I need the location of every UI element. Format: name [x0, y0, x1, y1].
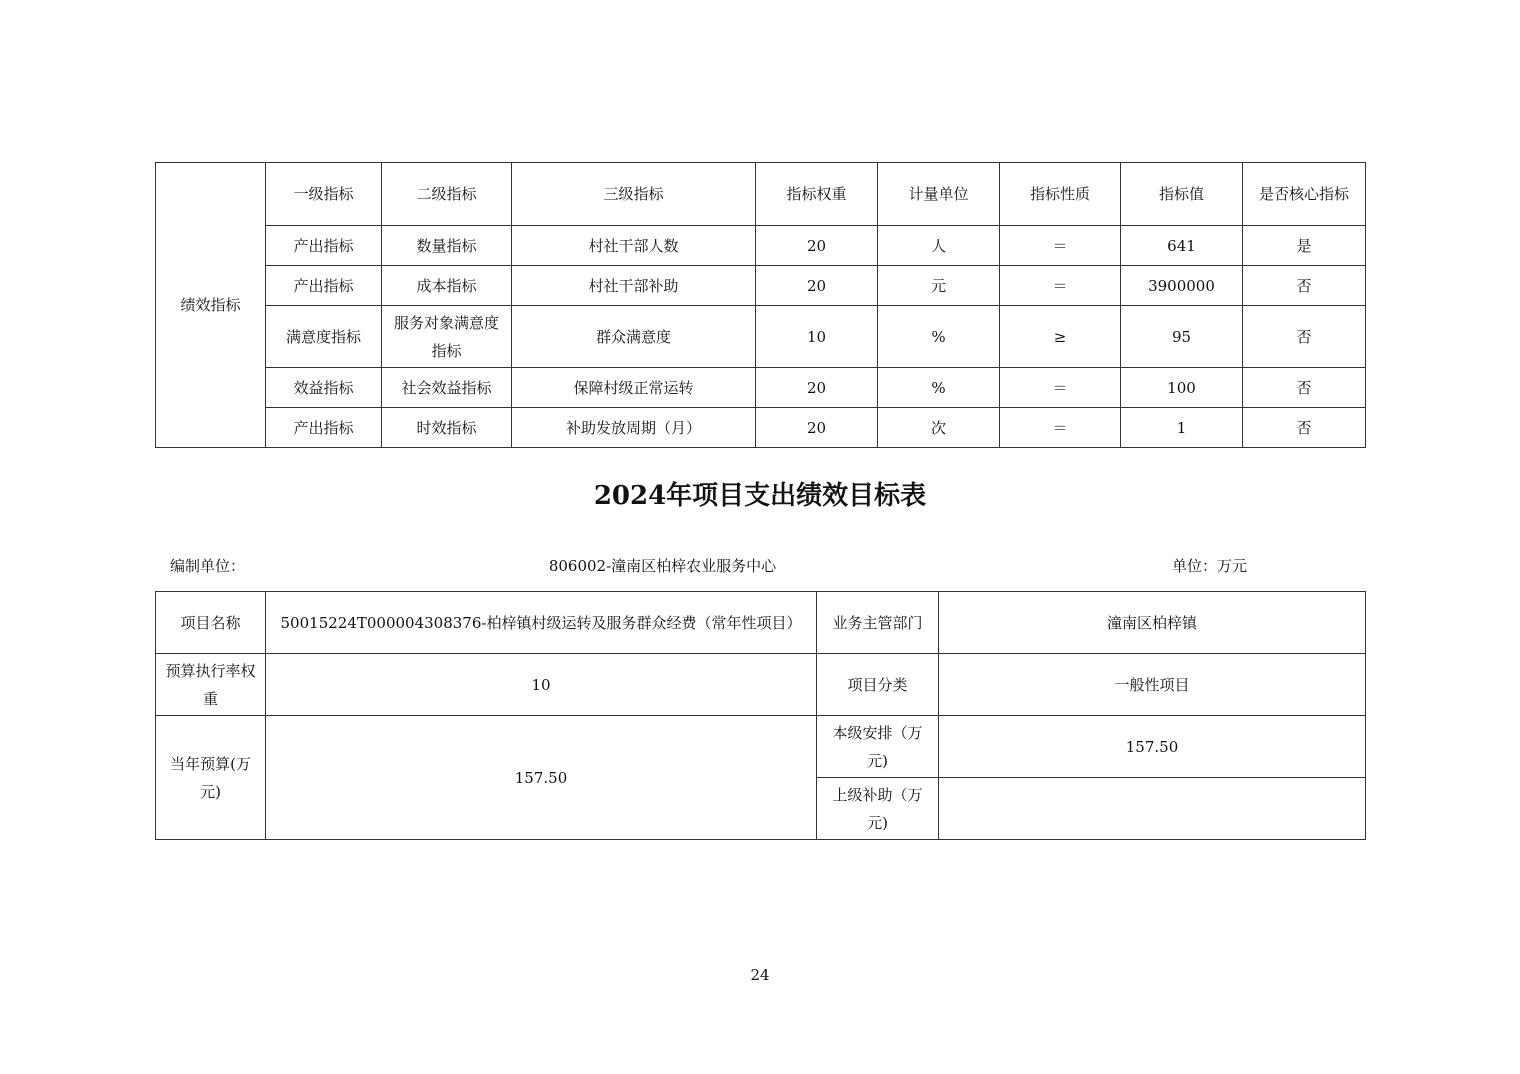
header-cell: 指标权重 — [756, 163, 878, 226]
currency-unit: 单位：万元 — [1172, 557, 1248, 575]
upper-subsidy-label: 上级补助（万元) — [817, 778, 939, 840]
header-cell: 是否核心指标 — [1243, 163, 1366, 226]
table-cell: 产出指标 — [266, 266, 382, 306]
project-name-label: 项目名称 — [156, 592, 266, 654]
category-label: 项目分类 — [817, 654, 939, 716]
table-cell: 次 — [878, 408, 1000, 448]
table-cell: 时效指标 — [382, 408, 512, 448]
table-cell: 产出指标 — [266, 226, 382, 266]
project-budget-table — [155, 591, 1366, 840]
table-cell: 成本指标 — [382, 266, 512, 306]
table-cell: 是 — [1243, 226, 1366, 266]
header-cell: 计量单位 — [878, 163, 1000, 226]
table-cell: 满意度指标 — [266, 306, 382, 368]
performance-indicator-table — [155, 162, 1366, 448]
upper-subsidy-value — [939, 778, 1366, 840]
execution-rate-label: 预算执行率权重 — [156, 654, 266, 716]
table-cell: 20 — [756, 368, 878, 408]
table-row — [156, 716, 1366, 778]
table-row — [156, 368, 1366, 408]
table-cell: 产出指标 — [266, 408, 382, 448]
table-row — [156, 408, 1366, 448]
section-label: 绩效指标 — [156, 163, 266, 448]
table-cell: 否 — [1243, 368, 1366, 408]
category-value: 一般性项目 — [939, 654, 1366, 716]
table-cell: 95 — [1121, 306, 1243, 368]
header-cell: 指标值 — [1121, 163, 1243, 226]
table-row — [156, 592, 1366, 654]
table-cell: 村社干部补助 — [512, 266, 756, 306]
table-cell: 补助发放周期（月） — [512, 408, 756, 448]
table-cell: 否 — [1243, 266, 1366, 306]
table-cell: 社会效益指标 — [382, 368, 512, 408]
project-name-value: 50015224T000004308376-柏梓镇村级运转及服务群众经费（常年性项目） — [266, 592, 817, 654]
table-cell: 10 — [756, 306, 878, 368]
table-cell: 否 — [1243, 306, 1366, 368]
table-cell: 641 — [1121, 226, 1243, 266]
header-cell: 一级指标 — [266, 163, 382, 226]
annual-budget-value: 157.50 — [266, 716, 817, 840]
table-cell: 100 — [1121, 368, 1243, 408]
table-row — [156, 654, 1366, 716]
table-row — [156, 306, 1366, 368]
table-cell: 20 — [756, 226, 878, 266]
table-cell: % — [878, 368, 1000, 408]
execution-rate-value: 10 — [266, 654, 817, 716]
table-row — [156, 266, 1366, 306]
table-header-row — [156, 163, 1366, 226]
header-cell: 指标性质 — [1000, 163, 1121, 226]
table-cell: ≥ — [1000, 306, 1121, 368]
table-cell: 群众满意度 — [512, 306, 756, 368]
annual-budget-label: 当年预算(万元) — [156, 716, 266, 840]
compiling-unit-name: 806002-潼南区柏梓农业服务中心 — [548, 557, 777, 575]
table-cell: ＝ — [1000, 368, 1121, 408]
table-cell: 否 — [1243, 408, 1366, 448]
table-cell: ＝ — [1000, 266, 1121, 306]
local-allocation-label: 本级安排（万元) — [817, 716, 939, 778]
page-number: 24 — [750, 966, 770, 984]
table-cell: 效益指标 — [266, 368, 382, 408]
header-cell: 三级指标 — [512, 163, 756, 226]
table-cell: 数量指标 — [382, 226, 512, 266]
compiling-unit-label: 编制单位： — [170, 557, 246, 575]
table-cell: % — [878, 306, 1000, 368]
department-label: 业务主管部门 — [817, 592, 939, 654]
department-value: 潼南区柏梓镇 — [939, 592, 1366, 654]
table-cell: 村社干部人数 — [512, 226, 756, 266]
table-cell: ＝ — [1000, 226, 1121, 266]
table-row — [156, 226, 1366, 266]
table-cell: 3900000 — [1121, 266, 1243, 306]
table-cell: 20 — [756, 266, 878, 306]
table-cell: 20 — [756, 408, 878, 448]
table-cell: 服务对象满意度指标 — [382, 306, 512, 368]
header-cell: 二级指标 — [382, 163, 512, 226]
table-cell: ＝ — [1000, 408, 1121, 448]
table-cell: 人 — [878, 226, 1000, 266]
table-cell: 1 — [1121, 408, 1243, 448]
table-cell: 元 — [878, 266, 1000, 306]
table-cell: 保障村级正常运转 — [512, 368, 756, 408]
page-title: 2024年项目支出绩效目标表 — [593, 481, 927, 511]
local-allocation-value: 157.50 — [939, 716, 1366, 778]
